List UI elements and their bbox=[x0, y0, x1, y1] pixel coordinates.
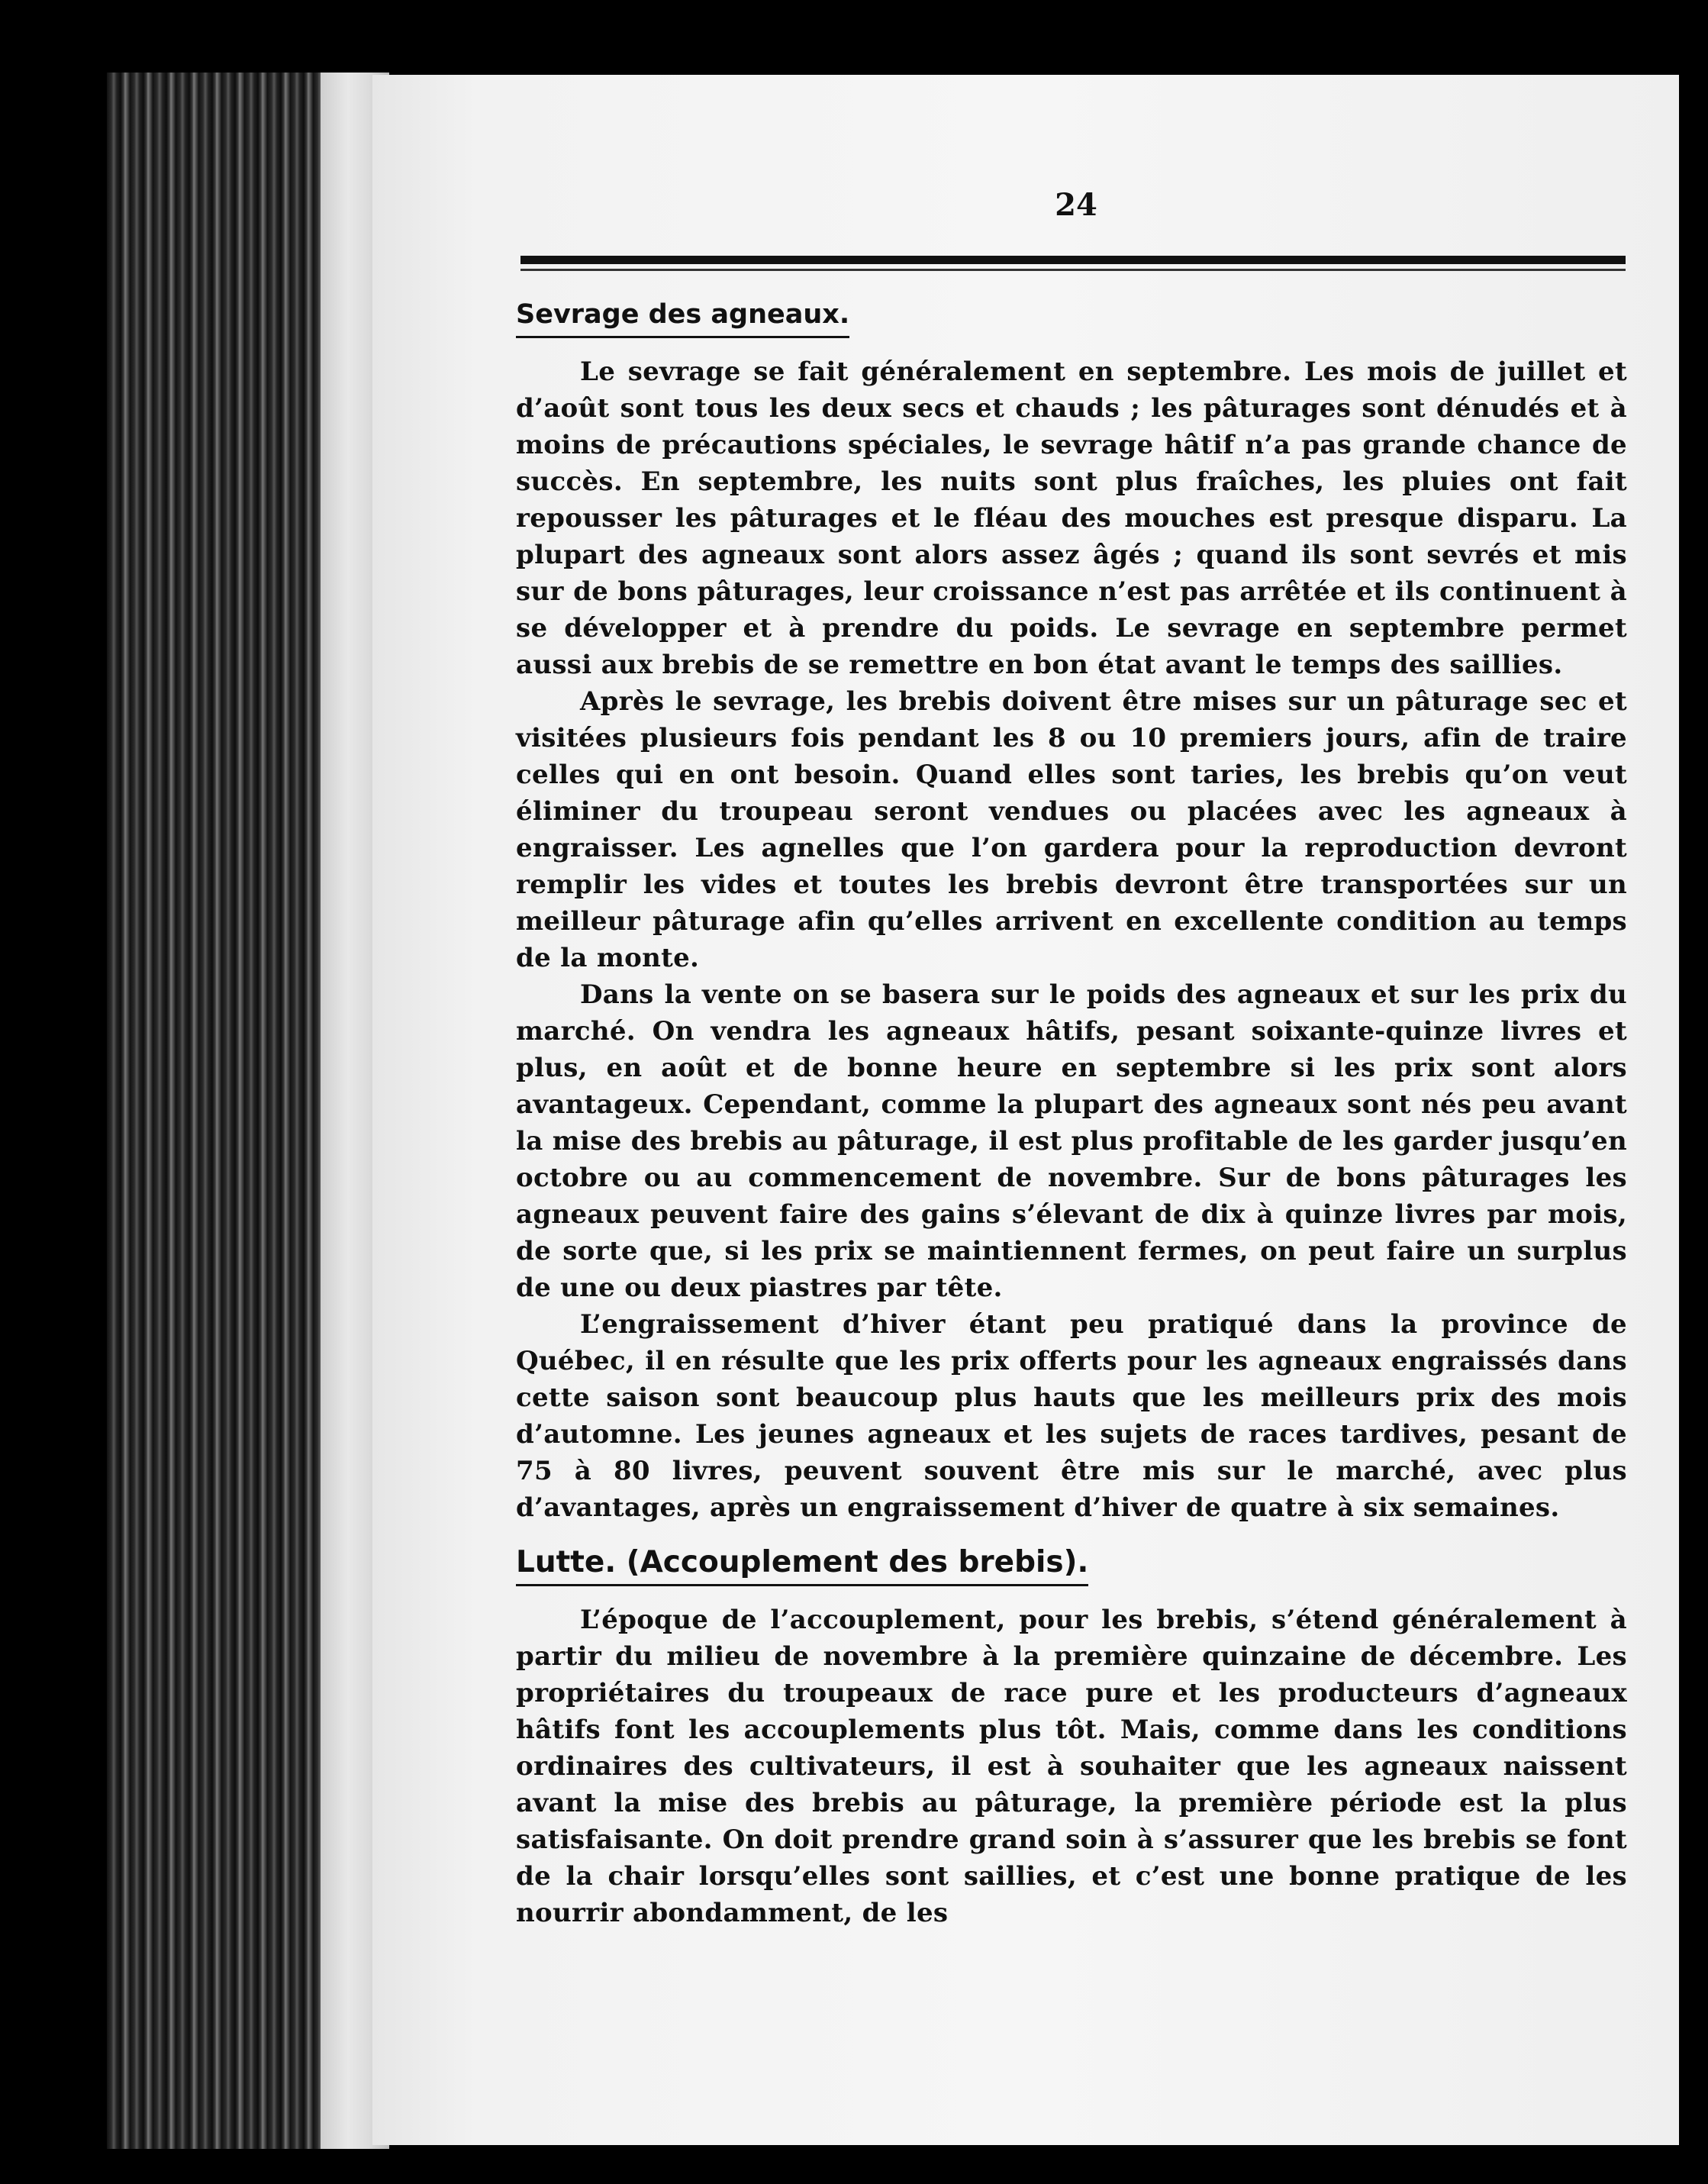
paragraph: L’engraissement d’hiver étant peu pratiqué dans la province de Québec, il en résulte que les prix offerts pour les agneaux engraissés dans cette saison sont beaucoup plus hauts que les meilleurs prix des mois d’automne. Les jeunes agneaux et les sujets de races tardives, pesant de 75 à 80 livres, peuvent souvent être mis sur le marché, avec plus d’avantages, après un engraissement d’hiver de quatre à six semaines. bbox=[516, 1309, 1627, 1523]
paragraph: L’époque de l’accouplement, pour les brebis, s’étend généralement à partir du milieu de novembre à la première quinzaine de décembre. Les propriétaires du troupeaux de race pure et les producteurs d’agneaux hâtifs font les accouplements plus tôt. Mais, comme dans les conditions ordinaires des cultivateurs, il est à souhaiter que les agneaux naissent avant la mise des brebis au pâturage, la première période est la plus satisfaisante. On doit prendre grand soin à s’assurer que les brebis se font de la chair lorsqu’elles sont saillies, et c’est une bonne pratique de les nourrir abondamment, de les bbox=[516, 1605, 1627, 1928]
page-number: 24 bbox=[1055, 187, 1097, 223]
section-heading-sevrage: Sevrage des agneaux. bbox=[516, 296, 849, 338]
paragraph: Après le sevrage, les brebis doivent être mises sur un pâturage sec et visitées plusieurs fois pendant les 8 ou 10 premiers jours, afin de traire celles qui en ont besoin. Quand elles sont taries, les brebis qu’on veut éliminer du troupeau seront vendues ou placées avec les agneaux à engraisser. Les agnelles que l’on gardera pour la reproduction devront remplir les vides et toutes les brebis devront être transportées sur un meilleur pâturage afin qu’elles arrivent en excellente condition au temps de la monte. bbox=[516, 686, 1627, 973]
header-rule bbox=[520, 256, 1626, 264]
header-rule-thin bbox=[520, 269, 1626, 271]
section-heading-lutte: Lutte. (Accouplement des brebis). bbox=[516, 1544, 1088, 1586]
page-body bbox=[516, 296, 1627, 1931]
paragraph: Dans la vente on se basera sur le poids des agneaux et sur les prix du marché. On vendra les agneaux hâtifs, pesant soixante-quinze livres et plus, en août et de bonne heure en septembre si les prix sont alors avantageux. Cependant, comme la plupart des agneaux sont nés peu avant la mise des brebis au pâturage, il est plus profitable de les garder jusqu’en octobre ou au commencement de novembre. Sur de bons pâturages les agneaux peuvent faire des gains s’élevant de dix à quinze livres par mois, de sorte que, si les prix se maintiennent fermes, on peut faire un surplus de une ou deux piastres par tête. bbox=[516, 979, 1627, 1303]
paragraph: Le sevrage se fait généralement en septembre. Les mois de juillet et d’août sont tous les deux secs et chauds ; les pâturages sont dénudés et à moins de précautions spéciales, le sevrage hâtif n’a pas grande chance de succès. En septembre, les nuits sont plus fraîches, les pluies ont fait repousser les pâturages et le fléau des mouches est presque disparu. La plupart des agneaux sont alors assez âgés ; quand ils sont sevrés et mis sur de bons pâturages, leur croissance n’est pas arrêtée et ils continuent à se développer et à prendre du poids. Le sevrage en septembre permet aussi aux brebis de se remettre en bon état avant le temps des saillies. bbox=[516, 356, 1627, 680]
